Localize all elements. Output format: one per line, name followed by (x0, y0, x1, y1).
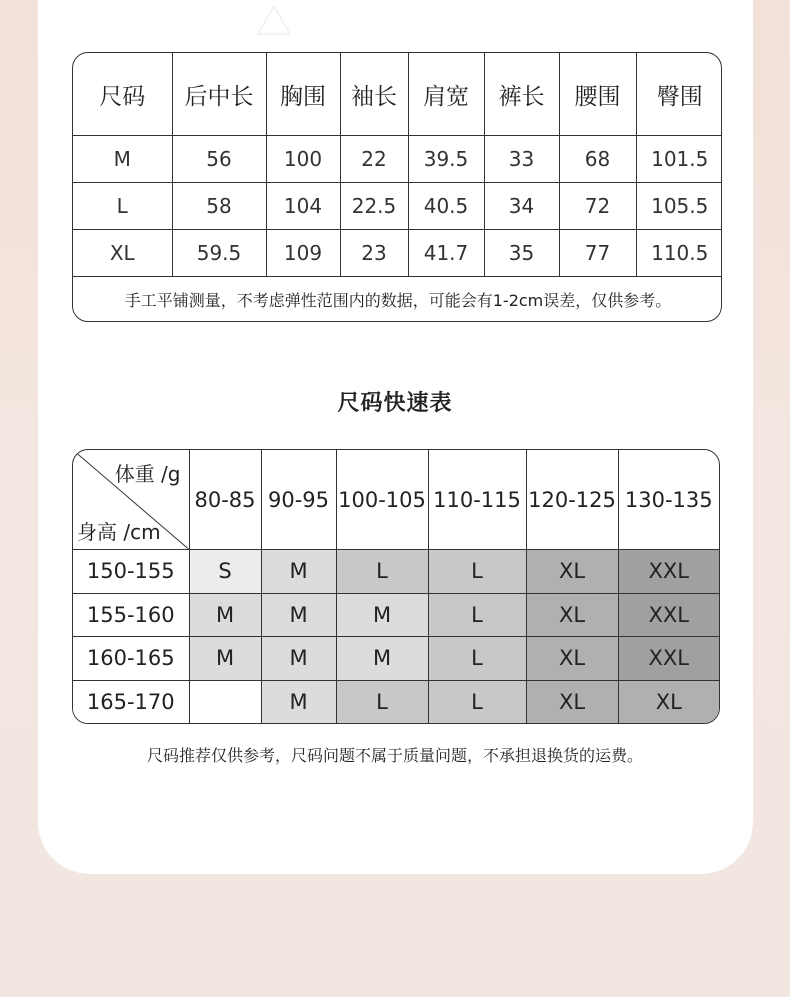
table-row (73, 136, 722, 183)
size-rec-cell: L (428, 637, 526, 681)
size-cell: L (73, 183, 172, 230)
size-rec-cell: M (261, 680, 336, 723)
weight-axis-label: 体重 /g (114, 462, 181, 486)
size-cell: 56 (172, 136, 266, 183)
table-row (73, 183, 722, 230)
measurement-note: 手工平铺测量，不考虑弹性范围内的数据，可能会有1-2cm误差，仅供参考。 (73, 277, 722, 322)
size-rec-cell: XL (526, 680, 618, 723)
size-header-cell: 后中长 (172, 53, 266, 136)
size-header-cell: 尺码 (73, 53, 172, 136)
triangle-decoration-icon (256, 4, 292, 36)
weight-header-cell: 80-85 (189, 450, 261, 550)
size-cell: 23 (340, 230, 408, 277)
size-header-cell: 裤长 (484, 53, 559, 136)
size-note-row (73, 277, 722, 322)
size-cell: 33 (484, 136, 559, 183)
size-cell: 109 (266, 230, 340, 277)
size-rec-cell: XL (526, 550, 618, 594)
corner-cell (73, 450, 189, 550)
size-rec-cell: XL (618, 680, 719, 723)
size-cell: 39.5 (408, 136, 484, 183)
height-cell: 160-165 (73, 637, 189, 681)
height-axis-label: 身高 /cm (77, 520, 161, 544)
size-cell: 68 (559, 136, 636, 183)
size-header-cell: 臀围 (636, 53, 722, 136)
size-cell: 22 (340, 136, 408, 183)
height-cell: 150-155 (73, 550, 189, 594)
size-cell: 35 (484, 230, 559, 277)
size-rec-cell: XL (526, 637, 618, 681)
size-cell: 110.5 (636, 230, 722, 277)
weight-header-cell: 90-95 (261, 450, 336, 550)
weight-header-cell: 120-125 (526, 450, 618, 550)
size-rec-cell: XXL (618, 637, 719, 681)
size-header-cell: 袖长 (340, 53, 408, 136)
size-header-cell: 肩宽 (408, 53, 484, 136)
size-table (72, 52, 722, 322)
size-rec-cell: L (428, 550, 526, 594)
quick-size-table (72, 449, 720, 724)
size-cell: 105.5 (636, 183, 722, 230)
weight-header-cell: 100-105 (336, 450, 428, 550)
size-rec-cell: M (261, 637, 336, 681)
size-cell: 41.7 (408, 230, 484, 277)
size-cell: M (73, 136, 172, 183)
size-cell: 101.5 (636, 136, 722, 183)
size-rec-cell: M (261, 593, 336, 637)
table-row (73, 637, 719, 681)
quick-table-note: 尺码推荐仅供参考，尺码问题不属于质量问题，不承担退换货的运费。 (146, 746, 643, 765)
size-cell: 58 (172, 183, 266, 230)
quick-table-header-row (73, 450, 719, 550)
table-row (73, 593, 719, 637)
size-rec-cell: L (336, 680, 428, 723)
size-rec-cell: L (428, 680, 526, 723)
size-rec-cell: M (336, 637, 428, 681)
size-cell: XL (73, 230, 172, 277)
size-rec-cell: XXL (618, 593, 719, 637)
size-rec-cell: XL (526, 593, 618, 637)
weight-header-cell: 130-135 (618, 450, 719, 550)
height-cell: 165-170 (73, 680, 189, 723)
size-cell: 34 (484, 183, 559, 230)
size-rec-cell: L (428, 593, 526, 637)
size-header-cell: 腰围 (559, 53, 636, 136)
size-rec-cell (189, 680, 261, 723)
size-cell: 72 (559, 183, 636, 230)
size-rec-cell: L (336, 550, 428, 594)
table-row (73, 680, 719, 723)
size-cell: 100 (266, 136, 340, 183)
size-rec-cell: M (336, 593, 428, 637)
size-cell: 22.5 (340, 183, 408, 230)
quick-table-title: 尺码快速表 (337, 391, 453, 416)
size-cell: 104 (266, 183, 340, 230)
size-rec-cell: XXL (618, 550, 719, 594)
size-cell: 77 (559, 230, 636, 277)
size-rec-cell: M (189, 637, 261, 681)
height-cell: 155-160 (73, 593, 189, 637)
size-cell: 40.5 (408, 183, 484, 230)
table-row (73, 230, 722, 277)
size-rec-cell: S (189, 550, 261, 594)
weight-header-cell: 110-115 (428, 450, 526, 550)
size-rec-cell: M (261, 550, 336, 594)
table-row (73, 550, 719, 594)
size-header-cell: 胸围 (266, 53, 340, 136)
size-cell: 59.5 (172, 230, 266, 277)
size-rec-cell: M (189, 593, 261, 637)
size-table-header-row (73, 53, 722, 136)
